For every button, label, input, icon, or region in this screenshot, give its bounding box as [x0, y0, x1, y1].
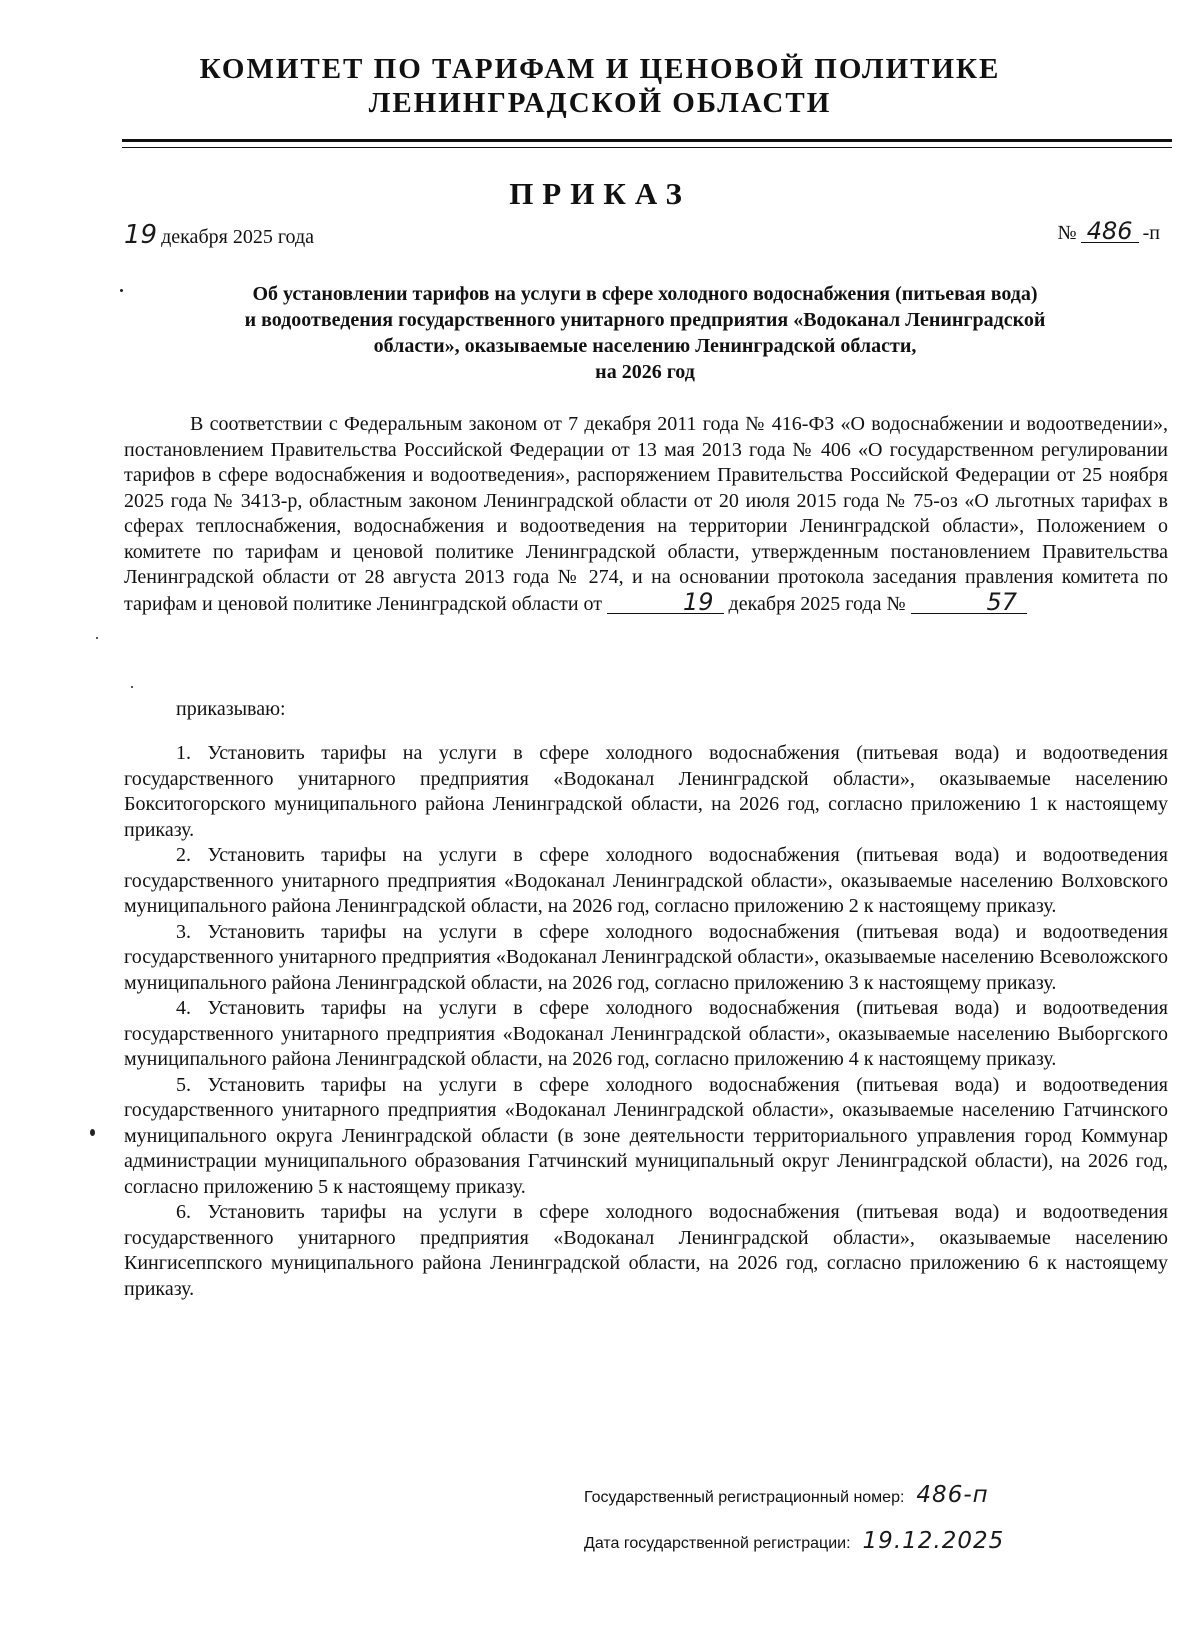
subject-line-4: на 2026 год [595, 361, 695, 383]
subject-line-2: и водоотведения государственного унитарного предприятия «Водоканал Ленинградской [244, 309, 1046, 331]
committee-header [0, 52, 1200, 120]
order-item-6: 6. Установить тарифы на услуги в сфере холодного водоснабжения (питьевая вода) и водоотведения государственного унитарного предприятия «Водоканал Ленинградской области», оказываемые населению Кингисеппского муниципального района Ленинградской области, на 2026 год, согласно приложению 6 к настоящему приказу. [124, 1201, 1168, 1300]
header-rule-thin [122, 147, 1172, 148]
scan-speck [90, 1129, 95, 1136]
order-item-4: 4. Установить тарифы на услуги в сфере холодного водоснабжения (питьевая вода) и водоотведения государственного унитарного предприятия «Водоканал Ленинградской области», оказываемые населению Выборгского муниципального района Ленинградской области, на 2026 год, согласно приложению 4 к настоящему приказу. [124, 997, 1168, 1070]
preamble-mid: декабря 2025 года № [728, 592, 906, 615]
order-item-2: 2. Установить тарифы на услуги в сфере холодного водоснабжения (питьевая вода) и водоотведения государственного унитарного предприятия «Водоканал Ленинградской области», оказываемые населению Волховского муниципального района Ленинградской области, на 2026 год, согласно приложению 2 к настоящему приказу. [124, 844, 1168, 917]
order-subject [130, 281, 1160, 385]
preamble-paragraph [124, 412, 1168, 617]
committee-name-line1: КОМИТЕТ ПО ТАРИФАМ И ЦЕНОВОЙ ПОЛИТИКЕ [199, 53, 1001, 85]
registration-date [584, 1528, 1004, 1554]
header-rule-thick [122, 139, 1172, 142]
order-item-5: 5. Установить тарифы на услуги в сфере холодного водоснабжения (питьевая вода) и водоотведения государственного унитарного предприятия «Водоканал Ленинградской области», оказываемые населению Гатчинского муниципального округа Ленинградской области (в зоне деятельности территориального управления город Коммунар администрации муниципального образования Гатчинский муниципальный округ Ленинградской области), на 2026 год, согласно приложению 5 к настоящему приказу. [124, 1073, 1168, 1198]
subject-line-3: области», оказываемые населению Ленинградской области, [373, 335, 917, 357]
registration-number-label: Государственный регистрационный номер: [584, 1489, 905, 1506]
order-number-suffix: -п [1142, 222, 1160, 244]
registration-number [584, 1482, 989, 1508]
order-number-prefix: № [1057, 222, 1077, 244]
order-items [124, 741, 1168, 1302]
protocol-day-handwritten: 19 [607, 591, 724, 614]
scan-speck [96, 637, 98, 639]
preamble-text: В соответствии с Федеральным законом от 7 декабря 2011 года № 416-ФЗ «О водоснабжении и водоотведении», постановлением Правительства Российской Федерации от 13 мая 2013 года № 406 «О государственном регулировании тарифов в сфере водоснабжения и водоотведения», распоряжением Правительства Российской Федерации от 25 ноября 2025 года № 3413-р, областным законом Ленинградской области от 20 июля 2015 года № 75-оз «О льготных тарифах в сферах теплоснабжения, водоснабжения и водоотведения на территории Ленинградской области», Положением о комитете по тарифам и ценовой политике Ленинградской области, утвержденным постановлением Правительства Ленинградской области от 28 августа 2013 года № 274, и на основании протокола заседания правления комитета по тарифам и ценовой политике Ленинградской области от [124, 413, 1168, 615]
subject-line-1: Об установлении тарифов на услуги в сфере холодного водоснабжения (питьевая вода) [252, 283, 1038, 305]
order-item-1: 1. Установить тарифы на услуги в сфере холодного водоснабжения (питьевая вода) и водоотведения государственного унитарного предприятия «Водоканал Ленинградской области», оказываемые населению Бокситогорского муниципального района Ленинградской области, на 2026 год, согласно приложению 1 к настоящему приказу. [124, 742, 1168, 841]
scan-speck [120, 289, 123, 292]
registration-date-label: Дата государственной регистрации: [584, 1535, 851, 1552]
order-date-rest: декабря 2025 года [161, 226, 314, 248]
order-date [124, 220, 314, 250]
document-title: ПРИКАЗ [509, 176, 691, 211]
registration-date-value: 19.12.2025 [862, 1528, 1005, 1554]
registration-number-value: 486-п [916, 1482, 989, 1508]
committee-name-line2: ЛЕНИНГРАДСКОЙ ОБЛАСТИ [368, 87, 832, 119]
protocol-number-handwritten: 57 [911, 591, 1028, 614]
order-number [1057, 217, 1160, 245]
order-word: приказываю: [176, 698, 286, 720]
order-date-day-handwritten: 19 [124, 220, 158, 250]
scan-speck [131, 686, 133, 688]
order-number-handwritten: 486 [1081, 220, 1139, 243]
order-item-3: 3. Установить тарифы на услуги в сфере холодного водоснабжения (питьевая вода) и водоотведения государственного унитарного предприятия «Водоканал Ленинградской области», оказываемые населению Всеволожского муниципального района Ленинградской области, на 2026 год, согласно приложению 3 к настоящему приказу. [124, 920, 1168, 994]
